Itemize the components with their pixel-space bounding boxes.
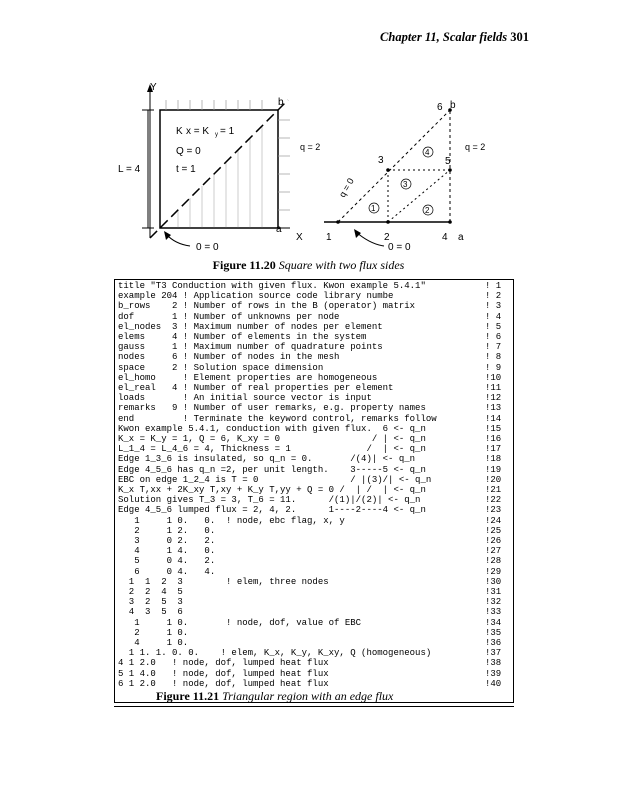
line-number: ! 3 [485,301,502,312]
code-line: end ! Terminate the keyword control, remarks follow [118,413,437,424]
page-number: 301 [510,30,529,44]
figure-11-20-number: Figure 11.20 [212,258,276,272]
code-line: Kwon example 5.4.1, conduction with given flux. 6 <- q_n [118,423,426,434]
x-axis-label: X [296,232,303,243]
code-line: elems 4 ! Number of elements in the system [118,332,367,342]
figure-11-20-diagram [0,0,617,260]
line-number: !38 [485,658,502,669]
flux-label-diagonal: q = 0 [337,176,356,199]
length-label: L = 4 [118,164,141,175]
flux-label-right: q = 2 [465,142,486,152]
line-number: !21 [485,485,502,495]
figure-11-21-text: Triangular region with an edge flux [222,689,394,703]
line-number: !36 [485,638,502,648]
boundary-temp-left: 0 = 0 [196,242,219,253]
svg-text:y: y [215,132,218,138]
code-line: dof 1 ! Number of unknowns per node [118,311,340,322]
code-line: Solution gives T_3 = 3, T_6 = 11. /(1)|/(2)| <- q_n [118,495,421,506]
line-number: !25 [485,525,502,536]
corner-a-label: a [276,224,282,235]
line-number: !35 [485,627,502,638]
line-number: !28 [485,556,502,567]
line-number: !16 [485,434,502,444]
node-3-label: 3 [378,155,384,166]
node-1-label: 1 [326,232,332,243]
line-number: ! 7 [485,342,502,353]
source-label: Q = 0 [176,146,201,157]
code-line: el_real 4 ! Number of real properties per element [118,383,394,393]
code-line: K_x = K_y = 1, Q = 6, K_xy = 0 / | <- q_n [118,434,426,444]
code-line: 4 3 5 6 [118,607,183,618]
y-axis-label: Y [150,82,157,93]
code-line: 2 1 2. 0. [118,525,216,536]
code-line: remarks 9 ! Number of user remarks, e.g. property names [118,403,426,414]
boundary-temp-right: 0 = 0 [388,242,411,253]
line-number: !14 [485,413,502,424]
line-number: ! 1 [485,281,502,291]
line-number: !22 [485,495,502,506]
code-line: el_nodes 3 ! Maximum number of nodes per element [118,321,383,332]
code-line: L_1_4 = L_4_6 = 4, Thickness = 1 / | <- q_n [118,444,426,455]
code-line: Edge 4_5_6 lumped flux = 2, 4, 2. 1----2----4 <- q_n [118,505,426,516]
code-line: 4 1 4. 0. [118,546,216,557]
caption-rule [114,706,514,707]
code-line: nodes 6 ! Number of nodes in the mesh [118,352,340,363]
code-line: loads ! An initial source vector is input [118,393,372,404]
code-line: Edge 1_3_6 is insulated, so q_n = 0. /(4)| <- q_n [118,454,416,465]
line-number: !27 [485,546,502,557]
figure-11-21-caption [156,689,393,704]
line-number: !39 [485,668,502,679]
code-line: 5 0 4. 2. [118,556,216,567]
line-number: ! 2 [485,291,502,302]
line-number: !40 [485,678,502,689]
line-number: !10 [485,372,502,383]
line-number: !30 [485,576,502,587]
line-number: !12 [485,393,502,404]
svg-text:= 1: = 1 [220,126,235,137]
code-line: example 204 ! Application source code library numbe [118,291,394,302]
corner-b-label: b [278,97,284,108]
line-number: !26 [485,536,502,546]
line-number: ! 9 [485,362,502,373]
line-number: !31 [485,587,502,597]
line-number: !32 [485,597,502,608]
element-2-label: 2 [425,206,430,215]
node-4-label: 4 [442,232,448,243]
figure-11-20-caption [0,258,617,273]
figure-11-20-text: Square with two flux sides [278,258,405,272]
code-line: 1 1 2 3 ! elem, three nodes [118,576,329,587]
code-line: 2 1 0. [118,627,189,638]
right-corner-b: b [450,100,456,111]
code-line: gauss 1 ! Maximum number of quadrature points [118,342,383,353]
right-corner-a: a [458,232,464,243]
svg-text:x = K: x = K [186,126,210,137]
thickness-label: t = 1 [176,164,196,175]
code-line: 4 1 0. [118,638,189,648]
line-number: !11 [485,383,502,393]
line-number: !34 [485,617,502,628]
code-line: 1 1 0. ! node, dof, value of EBC [118,617,362,628]
code-line: 1 1 0. 0. ! node, ebc flag, x, y [118,515,345,526]
code-line: 4 1 2.0 ! node, dof, lumped heat flux [118,658,329,669]
line-number: !37 [485,648,502,659]
node-6-label: 6 [437,102,443,113]
code-line: K_x T,xx + 2K_xy T,xy + K_y T,yy + Q = 0 / | / | <- q_n [118,485,426,495]
code-line: 6 1 2.0 ! node, dof, lumped heat flux [118,678,329,689]
code-line: title "T3 Conduction with given flux. Kwon example 5.4.1" [118,281,426,291]
element-3-label: 3 [403,180,408,189]
code-line: EBC on edge 1_2_4 is T = 0 / |(3)/| <- q_n [118,474,432,485]
line-number: !17 [485,444,502,455]
line-number: !33 [485,607,502,618]
code-line: b_rows 2 ! Number of rows in the B (operator) matrix [118,301,416,312]
line-number: !13 [485,403,502,414]
chapter-title: Chapter 11, Scalar fields [380,30,508,44]
code-line: 6 0 4. 4. [118,566,216,577]
node-5-label: 5 [445,156,451,167]
line-number: !23 [485,505,502,516]
code-line: el_homo ! Element properties are homogeneous [118,372,378,383]
code-line: 3 0 2. 2. [118,536,216,546]
line-number: !20 [485,474,502,485]
flux-label-left: q = 2 [300,142,321,152]
line-number: !18 [485,454,502,465]
code-line: 2 2 4 5 [118,587,183,597]
code-line: 1 1. 1. 0. 0. ! elem, K_x, K_y, K_xy, Q (homogeneous) [118,648,432,659]
code-line: space 2 ! Solution space dimension [118,362,324,373]
code-line: Edge 4_5_6 has q_n =2, per unit length. 3-----5 <- q_n [118,464,426,475]
line-number: ! 4 [485,311,502,322]
node-2-label: 2 [384,232,390,243]
left-diagram [118,82,320,253]
line-number: !15 [485,423,502,434]
conductivity-label: K [176,126,183,137]
code-line: 3 2 5 3 [118,597,183,608]
element-4-label: 4 [425,148,430,157]
code-line: 5 1 4.0 ! node, dof, lumped heat flux [118,668,329,679]
element-1-label: 1 [371,204,376,213]
right-diagram [324,100,485,253]
line-number: !29 [485,566,502,577]
line-number: !19 [485,464,502,475]
line-number: !24 [485,515,502,526]
line-number: ! 8 [485,352,502,363]
line-number: ! 5 [485,321,502,332]
line-number: ! 6 [485,332,502,342]
figure-11-21-number: Figure 11.21 [156,689,220,703]
